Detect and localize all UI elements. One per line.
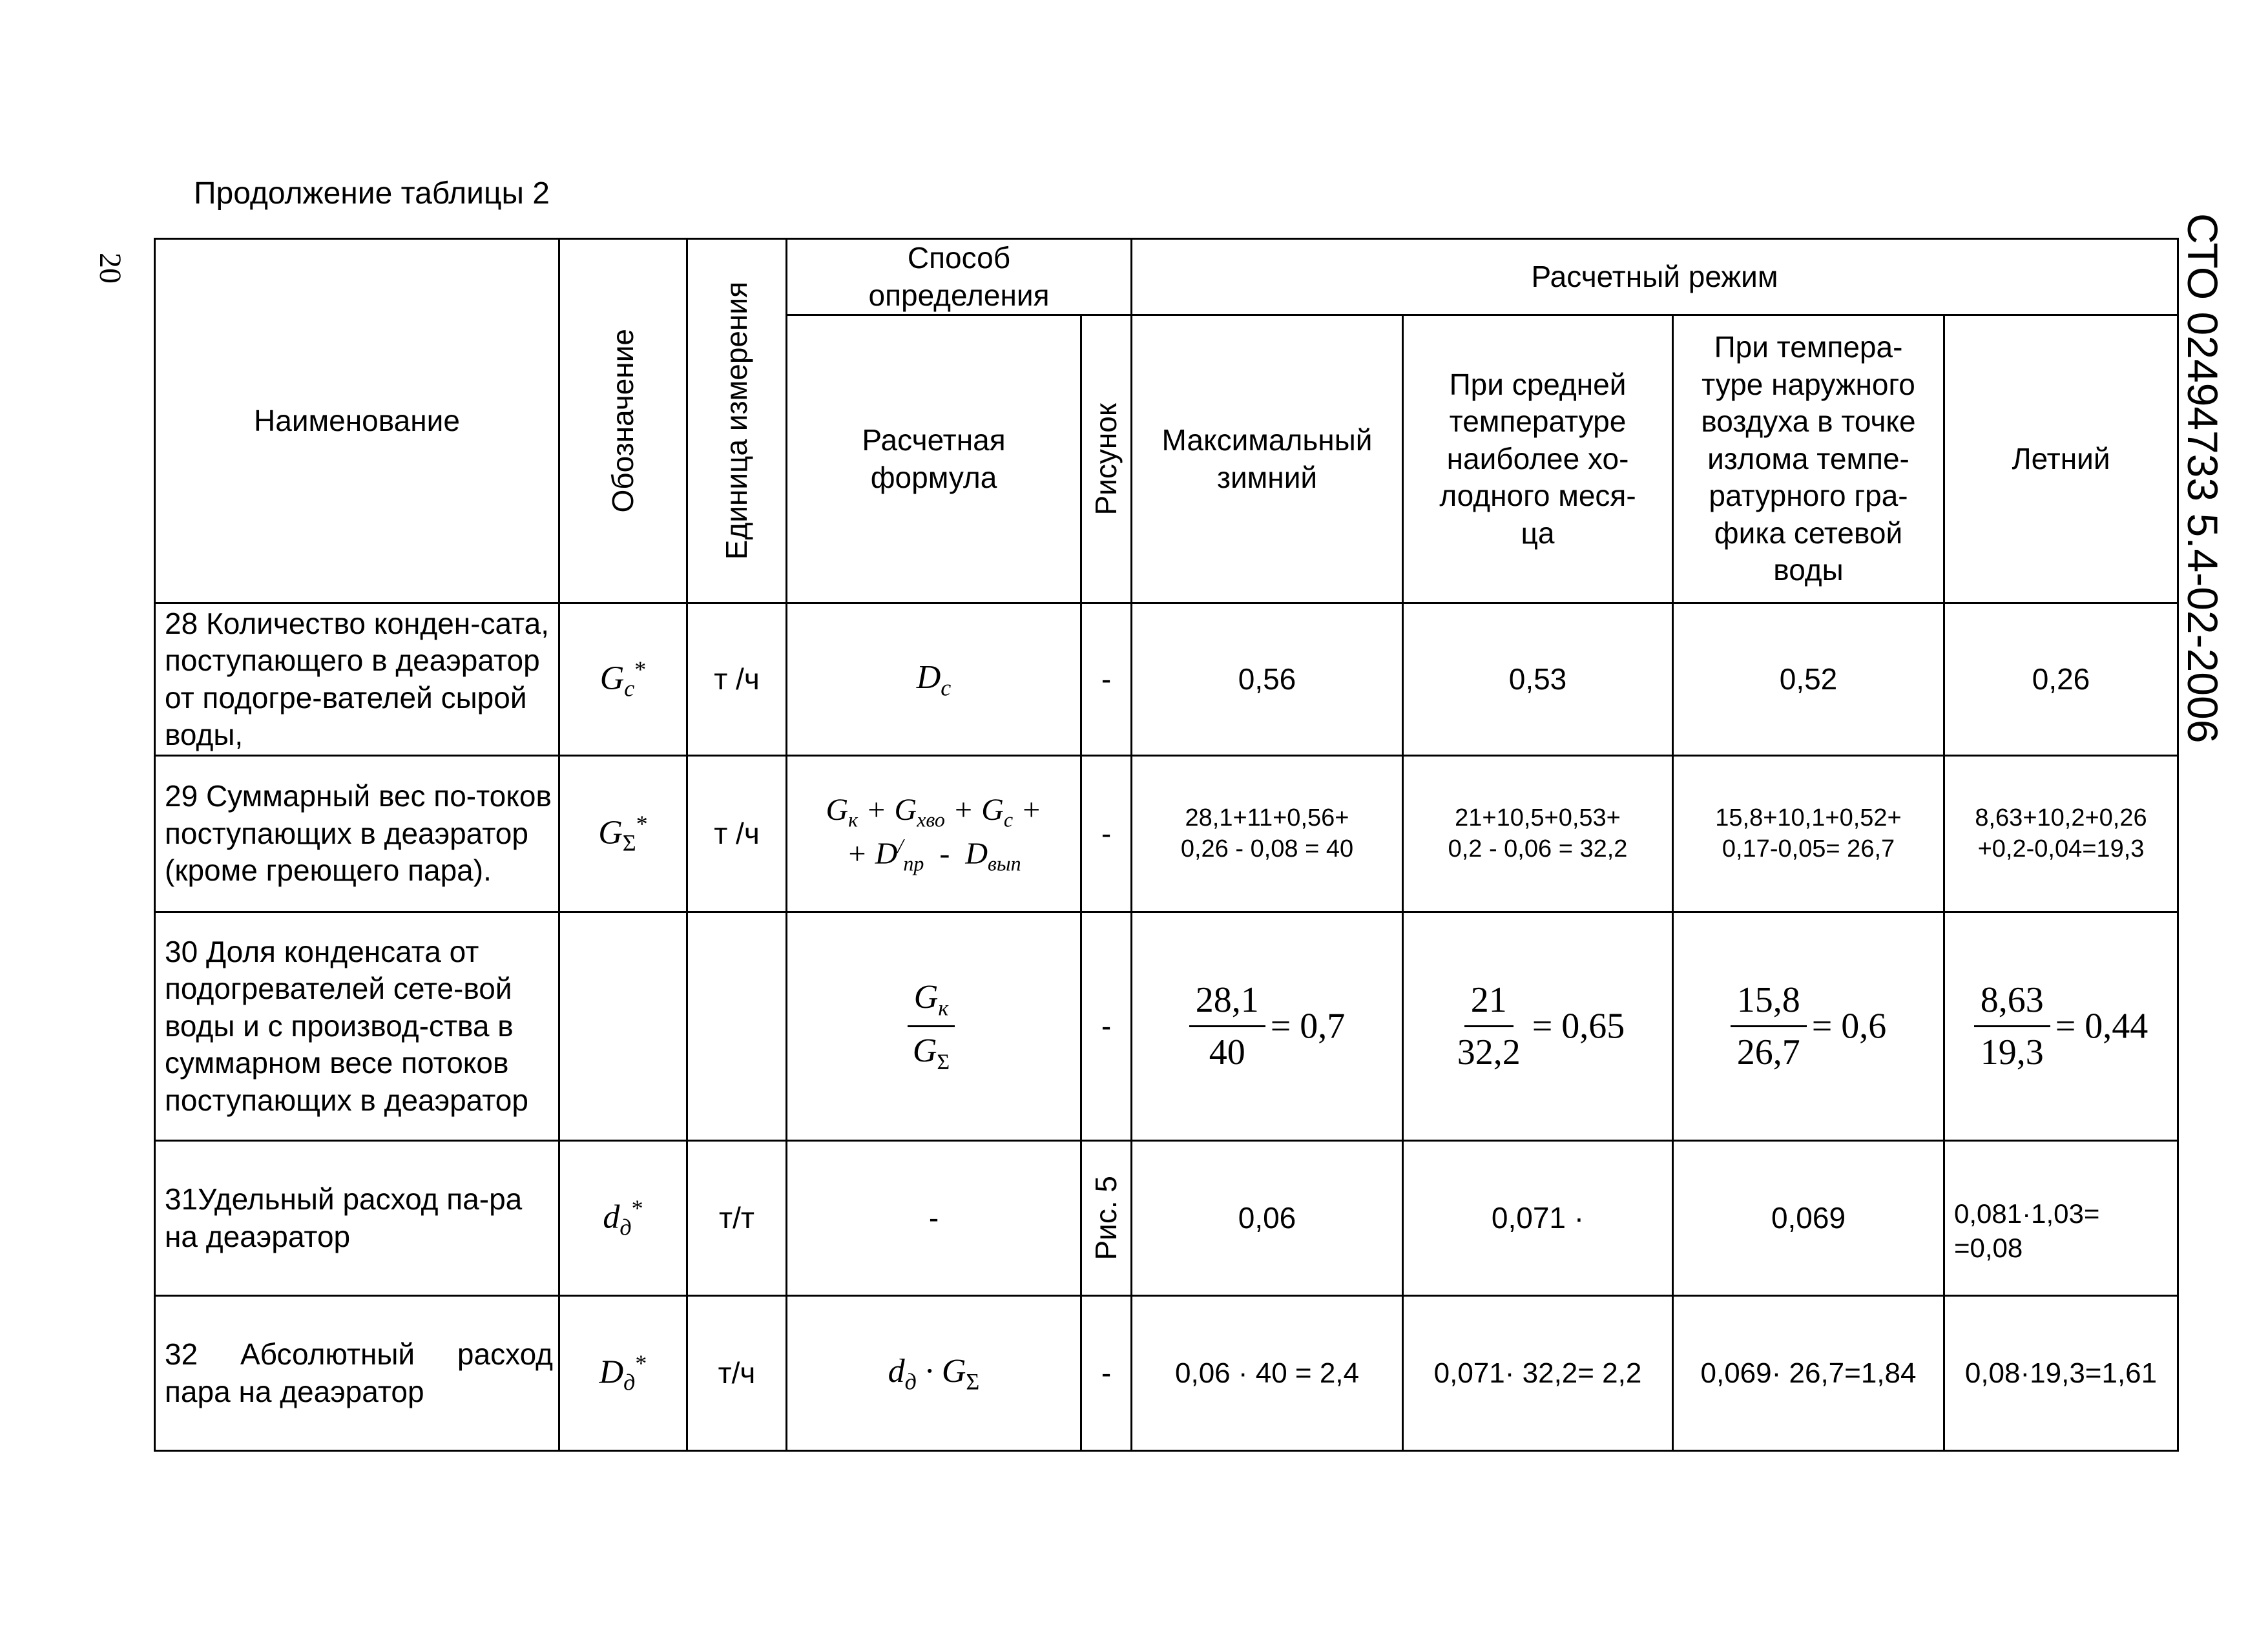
row-designation: $D_д^*$	[559, 1296, 687, 1451]
row-formula: $G_к + G_{хво} + G_c$ + + $D^/_{пр} - D_{вып}$	[787, 756, 1081, 912]
row-value-summer: 0,26	[1944, 603, 2178, 756]
row-designation: $G_c^*$	[559, 603, 687, 756]
row-figure: Рис. 5	[1081, 1141, 1132, 1296]
row-unit: т/ч	[687, 1296, 787, 1451]
row-formula: $D_c$	[787, 603, 1081, 756]
row-value-summer: 8,63+10,2+0,26 +0,2-0,04=19,3	[1944, 756, 2178, 912]
row-unit: т/т	[687, 1141, 787, 1296]
row-name: 28 Количество конден-сата, поступающего в деаэратор от подогре-вателей сырой воды,	[155, 603, 559, 756]
table-row	[155, 603, 2178, 756]
row-value-breakpoint: 15,8+10,1+0,52+ 0,17-0,05= 26,7	[1673, 756, 1944, 912]
table-caption: Продолжение таблицы 2	[194, 176, 550, 211]
row-value-breakpoint: 0,52	[1673, 603, 1944, 756]
row-name: 32 Абсолютный расход пара на деаэратор	[155, 1296, 559, 1451]
row-formula: -	[787, 1141, 1081, 1296]
header-unit: Единица измерения	[687, 239, 787, 603]
row-unit: т /ч	[687, 756, 787, 912]
header-mode-breakpoint: При темпера-туре наружного воздуха в точке излома темпе-ратурного гра-фика сетевой воды	[1673, 315, 1944, 603]
header-designation: Обозначение	[559, 239, 687, 603]
row-figure: -	[1081, 912, 1132, 1141]
table-row	[155, 912, 2178, 1141]
row-value-max-winter: 0,06	[1132, 1141, 1403, 1296]
row-value-summer: $\frac{8,63}{19,3}$ = 0,44	[1944, 912, 2178, 1141]
row-value-summer: 0,08·19,3=1,61	[1944, 1296, 2178, 1451]
row-value-breakpoint: 0,069	[1673, 1141, 1944, 1296]
row-designation	[559, 912, 687, 1141]
row-figure: -	[1081, 1296, 1132, 1451]
row-value-avg-cold: 0,071 ·	[1403, 1141, 1673, 1296]
data-table	[154, 238, 2179, 1452]
row-value-avg-cold: 21+10,5+0,53+ 0,2 - 0,06 = 32,2	[1403, 756, 1673, 912]
header-figure: Рисунок	[1081, 315, 1132, 603]
row-unit	[687, 912, 787, 1141]
row-value-max-winter: $\frac{28,1}{40}$ = 0,7	[1132, 912, 1403, 1141]
header-formula: Расчетная формула	[787, 315, 1081, 603]
row-figure: -	[1081, 756, 1132, 912]
row-name: 31Удельный расход па-ра на деаэратор	[155, 1141, 559, 1296]
document-code: СТО 02494733 5.4-02-2006	[2179, 213, 2227, 744]
row-value-breakpoint: $\frac{15,8}{26,7}$ = 0,6	[1673, 912, 1944, 1141]
table-row	[155, 1141, 2178, 1296]
header-mode-max-winter: Максимальный зимний	[1132, 315, 1403, 603]
row-value-max-winter: 0,06 · 40 = 2,4	[1132, 1296, 1403, 1451]
row-value-summer: 0,081·1,03= =0,08	[1944, 1141, 2178, 1296]
row-value-avg-cold: 0,53	[1403, 603, 1673, 756]
row-value-avg-cold: 0,071· 32,2= 2,2	[1403, 1296, 1673, 1451]
row-designation: $d_д^*$	[559, 1141, 687, 1296]
row-name: 30 Доля конденсата от подогревателей сете-вой воды и с производ-ства в суммарном весе потоков поступающих в деаэратор	[155, 912, 559, 1141]
table-row	[155, 756, 2178, 912]
row-name: 29 Суммарный вес по-токов поступающих в деаэратор (кроме греющего пара).	[155, 756, 559, 912]
header-mode-group: Расчетный режим	[1132, 239, 2178, 315]
row-value-avg-cold: $\frac{21}{32,2}$ = 0,65	[1403, 912, 1673, 1141]
header-mode-summer: Летний	[1944, 315, 2178, 603]
header-name: Наименование	[155, 239, 559, 603]
page-number: 20	[93, 253, 127, 284]
header-row	[155, 239, 2178, 315]
row-formula: $d_д \cdot G_\Sigma$	[787, 1296, 1081, 1451]
row-value-max-winter: 28,1+11+0,56+ 0,26 - 0,08 = 40	[1132, 756, 1403, 912]
row-unit: т /ч	[687, 603, 787, 756]
header-mode-avg-cold: При средней температуре наиболее хо-лодного меся-ца	[1403, 315, 1673, 603]
row-value-breakpoint: 0,069· 26,7=1,84	[1673, 1296, 1944, 1451]
row-formula: $\frac{G_к}{G_\Sigma}$	[787, 912, 1081, 1141]
row-value-max-winter: 0,56	[1132, 603, 1403, 756]
table-row	[155, 1296, 2178, 1451]
header-method-group: Способ определения	[787, 239, 1132, 315]
row-designation: $G_\Sigma^*$	[559, 756, 687, 912]
row-figure: -	[1081, 603, 1132, 756]
